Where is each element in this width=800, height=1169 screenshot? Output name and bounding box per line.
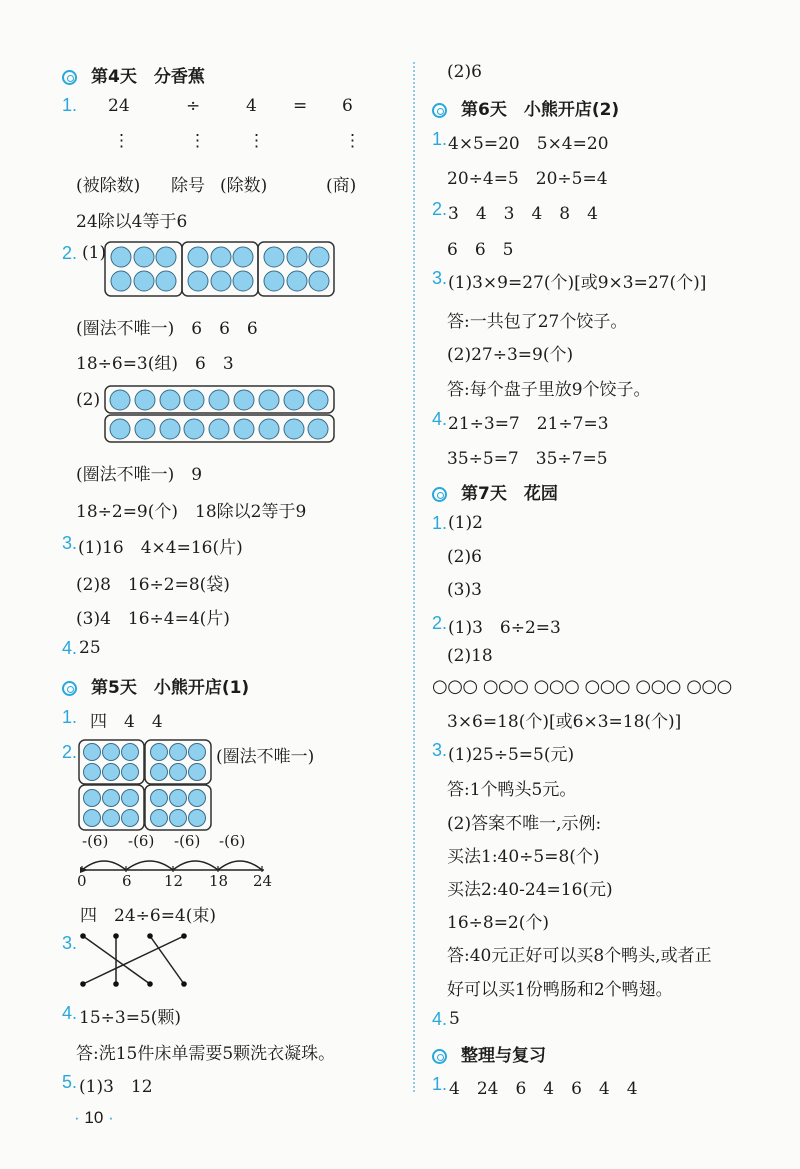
jump-label: -(6) bbox=[219, 832, 246, 850]
answer-line: 25 bbox=[79, 638, 101, 658]
question-number: 1. bbox=[432, 1074, 448, 1094]
page-number: · 10 · bbox=[74, 1108, 114, 1127]
answer-line: 答:洗15件床单需要5颗洗衣凝珠。 bbox=[76, 1044, 336, 1064]
answer-line: (1)3 12 bbox=[79, 1077, 153, 1097]
answer-line: (1)16 4×4=16(片) bbox=[78, 538, 243, 558]
vertical-dots: ⋮ bbox=[113, 131, 130, 151]
equals-sign: = bbox=[293, 96, 308, 116]
match-line bbox=[83, 936, 184, 984]
heading-day5: 第5天 小熊开店(1) bbox=[62, 673, 249, 698]
target-icon bbox=[62, 681, 77, 696]
vertical-dots: ⋮ bbox=[189, 131, 206, 151]
dots bbox=[111, 247, 329, 291]
answer-line: (1)25÷5=5(元) bbox=[448, 745, 575, 765]
equation: 四 24÷6=4(束) bbox=[80, 906, 217, 926]
term-label: (除数) bbox=[220, 176, 268, 196]
question-number: 3. bbox=[432, 268, 448, 288]
matching-lines bbox=[74, 928, 194, 998]
question-number: 1. bbox=[432, 513, 448, 533]
answer-line: 20÷4=5 20÷5=4 bbox=[447, 169, 608, 189]
note-text: (圈法不唯一) bbox=[216, 747, 315, 767]
answer-line: 买法1:40÷5=8(个) bbox=[447, 847, 600, 867]
answer-line: 3 4 3 4 8 4 bbox=[448, 204, 598, 224]
answer-line: 四 4 4 bbox=[90, 712, 163, 732]
jump-label: -(6) bbox=[128, 832, 155, 850]
question-number: 1. bbox=[62, 707, 78, 727]
answer-line: (2)8 16÷2=8(袋) bbox=[76, 575, 230, 595]
answer-line: 35÷5=7 35÷7=5 bbox=[447, 449, 608, 469]
note-text: (圈法不唯一) 9 bbox=[76, 465, 203, 485]
answer-line: 16÷8=2(个) bbox=[447, 913, 550, 933]
question-number: 4. bbox=[432, 1009, 448, 1029]
question-number: 4. bbox=[432, 409, 448, 429]
grouped-dots-figure-3 bbox=[78, 738, 213, 832]
question-number: 2. bbox=[432, 613, 448, 633]
answer-line: (2)6 bbox=[447, 547, 482, 567]
heading-day6: 第6天 小熊开店(2) bbox=[432, 95, 619, 120]
answer-line: (2)答案不唯一,示例: bbox=[447, 814, 602, 834]
answer-line: 6 6 5 bbox=[447, 240, 514, 260]
circle-groups: ○○○ ○○○ ○○○ ○○○ ○○○ ○○○ bbox=[432, 676, 732, 697]
question-number: 1. bbox=[62, 95, 78, 115]
target-icon bbox=[62, 70, 77, 85]
answer-line: 答:每个盘子里放9个饺子。 bbox=[447, 380, 651, 400]
answer-line: (2)18 bbox=[447, 646, 493, 666]
jump-arcs bbox=[82, 861, 262, 870]
question-number: 3. bbox=[62, 933, 78, 953]
tick-label: 12 bbox=[164, 872, 184, 890]
part-label: (2) bbox=[76, 390, 101, 410]
question-number: 4. bbox=[62, 1003, 78, 1023]
jump-label: -(6) bbox=[82, 832, 109, 850]
equation: 18÷6=3(组) 6 3 bbox=[76, 354, 234, 374]
question-number: 2. bbox=[62, 243, 78, 263]
tick-label: 6 bbox=[122, 872, 132, 890]
jump-label: -(6) bbox=[174, 832, 201, 850]
tick-label: 0 bbox=[77, 872, 87, 890]
heading-review: 整理与复习 bbox=[432, 1041, 546, 1066]
division-sign: ÷ bbox=[186, 96, 201, 116]
tick-label: 24 bbox=[253, 872, 273, 890]
target-icon bbox=[432, 103, 447, 118]
part-label: (1) bbox=[82, 243, 107, 263]
answer-line: (1)3×9=27(个)[或9×3=27(个)] bbox=[448, 273, 707, 293]
question-number: 4. bbox=[62, 638, 78, 658]
question-number: 1. bbox=[432, 129, 448, 149]
dividend: 24 bbox=[108, 96, 130, 116]
answer-line: 4×5=20 5×4=20 bbox=[448, 134, 609, 154]
answer-line: (2)6 bbox=[447, 62, 482, 82]
reading-text: 24除以4等于6 bbox=[76, 212, 188, 232]
answer-line: (2)27÷3=9(个) bbox=[447, 345, 574, 365]
answer-line: 答:1个鸭头5元。 bbox=[447, 780, 577, 800]
question-number: 3. bbox=[432, 740, 448, 760]
answer-line: 21÷3=7 21÷7=3 bbox=[448, 414, 609, 434]
vertical-dots: ⋮ bbox=[248, 131, 265, 151]
term-label: 除号 bbox=[171, 176, 205, 196]
grouped-dots-figure-2 bbox=[104, 384, 336, 444]
answer-line: 3×6=18(个)[或6×3=18(个)] bbox=[447, 712, 682, 732]
vertical-dots: ⋮ bbox=[344, 131, 361, 151]
answer-line: 4 24 6 4 6 4 4 bbox=[449, 1079, 638, 1099]
answer-line: 答:40元正好可以买8个鸭头,或者正 bbox=[447, 946, 712, 966]
answer-line: 答:一共包了27个饺子。 bbox=[447, 312, 628, 332]
heading-day7: 第7天 花园 bbox=[432, 479, 558, 504]
answer-line: (3)4 16÷4=4(片) bbox=[76, 609, 230, 629]
target-icon bbox=[432, 1049, 447, 1064]
grouped-dots-figure-1 bbox=[104, 240, 336, 298]
heading-day4: 第4天 分香蕉 bbox=[62, 62, 205, 87]
target-icon bbox=[432, 487, 447, 502]
divisor: 4 bbox=[246, 96, 257, 116]
tick-label: 18 bbox=[209, 872, 229, 890]
column-divider bbox=[413, 62, 415, 1092]
question-number: 3. bbox=[62, 533, 78, 553]
term-label: (被除数) bbox=[76, 176, 141, 196]
question-number: 5. bbox=[62, 1072, 78, 1092]
answer-line: 好可以买1份鸭肠和2个鸭翅。 bbox=[447, 980, 673, 1000]
question-number: 2. bbox=[432, 199, 448, 219]
answer-line: 买法2:40-24=16(元) bbox=[447, 880, 613, 900]
quotient: 6 bbox=[342, 96, 353, 116]
question-number: 2. bbox=[62, 742, 78, 762]
term-label: (商) bbox=[326, 176, 357, 196]
answer-line: (3)3 bbox=[447, 580, 482, 600]
equation: 15÷3=5(颗) bbox=[79, 1008, 182, 1028]
answer-line: (1)3 6÷2=3 bbox=[448, 618, 561, 638]
note-text: (圈法不唯一) 6 6 6 bbox=[76, 319, 258, 339]
equation: 18÷2=9(个) 18除以2等于9 bbox=[76, 502, 307, 522]
answer-line: 5 bbox=[449, 1009, 460, 1029]
answer-line: (1)2 bbox=[448, 513, 483, 533]
